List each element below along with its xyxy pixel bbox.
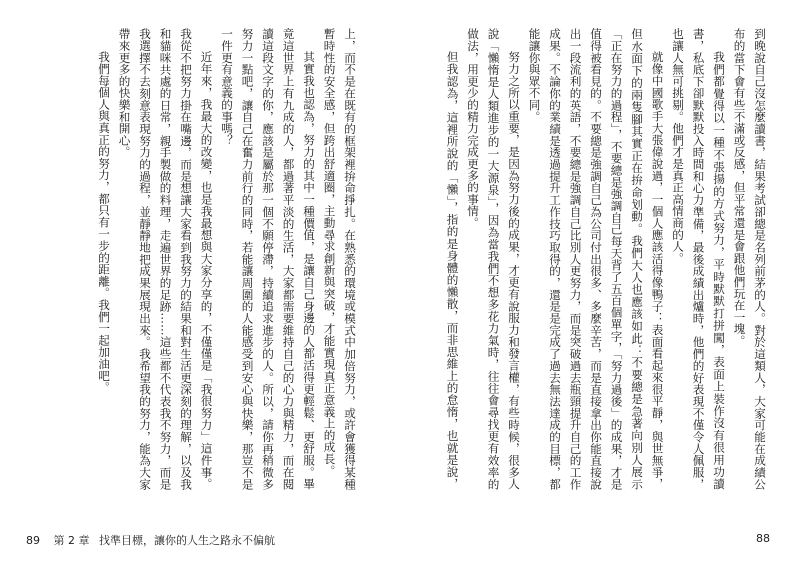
paragraph: 但我認為，這裡所說的「懶」，指的是身體的懶散，而非思維上的怠惰，也就是說， — [445, 51, 460, 490]
right-page — [400, 0, 800, 567]
left-page-body — [90, 28, 360, 490]
paragraph: 近年來，我最大的改變，也是我最想與大家分享的，不僅僅是「我很努力」這件事。我從不把努力掛在嘴邊，而是想讓大家看到我努力的結果和對生活更深刻的理解，以及我和貓咪共處的日常，親手製做的料理，走遍世界的足跡……這些都不代表我不努力，而是我選擇不去刻意表現努力的過程，並靜靜地把成果展現出來。我希望我的努力，能為大家帶來更多的快樂和開心。 — [117, 28, 214, 490]
paragraph: 其實我也認為，努力的其中一種價值，是讓自己身邊的人都活得更輕鬆、更舒服。畢竟這世界上有九成的人，都過著平淡的生活，大家都需要維持自己的心力與精力，而在閱讀這段文字的你，應該是屬於那一個不願停滯，持續追求進步的人。所以，請你再稍微多努力一點吧，讓自己在奮力前行的同時，若能讓周圍的人能感受到安心與快樂，那豈不是一件更有意義的事嗎？ — [220, 28, 316, 490]
page-number-right — [756, 532, 770, 545]
page-number: 89 — [26, 534, 40, 547]
paragraph: 努力之所以重要，是因為努力後的成果，才更有說服力和發言權，有些時候，很多人說「懶惰是人類進步的一大源泉」，因為當我們不想多花力氣時，往往會尋找更有效率的做法，用更少的精力完成更多的事情。 — [466, 28, 521, 490]
right-page-body — [440, 28, 770, 490]
running-footer — [26, 532, 275, 548]
paragraph: 我們每個人與真正的努力，都只有一步的距離。我們一起加油吧。 — [97, 51, 111, 394]
chapter-label: 第 2 章 — [53, 534, 90, 547]
paragraph: 就像中國歌手大張偉說過，一個人應該活得像鴨子：表面看起來很平靜，與世無爭，但水面下的兩隻腳其實正在拚命划動。我們大人也應該如此：不要總是急著向別人展示「正在努力的過程」，不要總是強調自己每天背了五百個單字，「努力過後」的成果，才是值得被看見的。不要總是強調自己為公司付出很多、多麼辛苦，而是直接拿出你能直接說出一段流利的英語，不要總是強調自己比別人更努力，而是突破過去瓶頸提升自己的工作成果。不論你的業績是透過提升工作技巧取得的，還是是完成了過去無法達成的目標，都能讓你與眾不同。 — [527, 28, 665, 490]
paragraph: 到晚說自己沒怎麼讀書，結果考試卻總是名列前茅的人。對於這類人，大家可能在成績公布的當下會有些不滿或反感，但平常還是會跟他們玩在一塊。 — [732, 28, 767, 490]
chapter-title: 找準目標，讓你的人生之路永不偏航 — [99, 534, 275, 547]
paragraph: 我們都覺得以一種不張揚的方式努力，平時默默打拼闖，表面上裝作沒有很用功讀書，私底下卻默默投入時間和心力準備，最後成績出爐時，他們的好表現不僅令人佩服，也讓人無可挑剔。他們才是真正高情商的人。 — [671, 28, 726, 490]
paragraph: 上，而不是在既有的框架裡拚命掙扎。在熟悉的環境或模式中加倍努力，或許會獲得某種暫時性的安全感，但跨出舒適圈，主動尋求創新與突破，才能實現真正意義上的成長。 — [322, 28, 357, 490]
page-number: 88 — [756, 532, 770, 545]
